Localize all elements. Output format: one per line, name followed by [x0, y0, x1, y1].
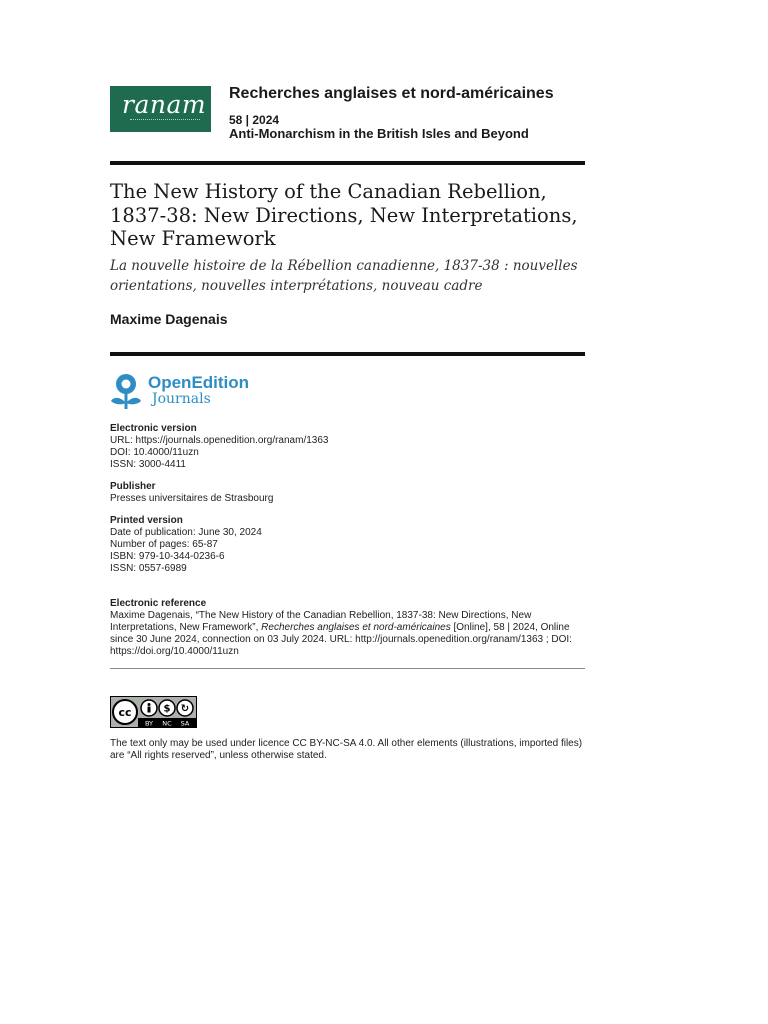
electronic-version-section: [110, 423, 585, 471]
title-divider: [110, 352, 585, 356]
publisher-heading: Publisher: [110, 481, 156, 492]
journal-logo-tagline: [130, 119, 200, 122]
electronic-reference-part2[interactable]: [Online], 58 | 2024, Online since 30 June 2024, connection on 03 July 2024. URL: http://journals.openedition.org/ranam/1363 ; DOI: https://doi.org/10.4000/11uzn: [110, 622, 572, 657]
electronic-reference-text: [110, 610, 585, 658]
article-title: The New History of the Canadian Rebellion, 1837-38: New Directions, New Interpretations, New Framework: [110, 180, 578, 250]
electronic-version-issn: ISSN: 3000-4411: [110, 459, 186, 470]
openedition-flower-icon: [110, 373, 146, 411]
printed-version-heading: Printed version: [110, 515, 183, 526]
cc-badge-by: BY: [144, 719, 154, 727]
openedition-name: OpenEdition: [148, 373, 250, 392]
license-text: The text only may be used under licence CC BY-NC-SA 4.0. All other elements (illustrations, imported files) are “All rights reserved”, unless otherwise stated.: [110, 738, 583, 761]
issue-theme: Anti-Monarchism in the British Isles and Beyond: [229, 126, 529, 141]
publisher-section: [110, 481, 585, 505]
printed-version-date: Date of publication: June 30, 2024: [110, 527, 262, 538]
journal-title[interactable]: Recherches anglaises et nord-américaines: [229, 85, 554, 102]
printed-version-section: [110, 515, 585, 575]
openedition-logo[interactable]: [110, 373, 260, 413]
publisher-name: Presses universitaires de Strasbourg: [110, 493, 274, 504]
nc-dollar-glyph: $: [163, 703, 171, 715]
printed-version-pages: Number of pages: 65-87: [110, 539, 218, 550]
electronic-version-doi[interactable]: DOI: 10.4000/11uzn: [110, 447, 199, 458]
sa-loop-glyph: ↻: [180, 703, 190, 715]
electronic-reference-journal: Recherches anglaises et nord-américaines: [261, 622, 451, 633]
cc-badge-sa: SA: [180, 719, 190, 727]
printed-version-isbn: ISBN: 979-10-344-0236-6: [110, 551, 225, 562]
cc-badge-cc: cc: [118, 706, 132, 719]
electronic-version-url[interactable]: URL: https://journals.openedition.org/ranam/1363: [110, 435, 329, 446]
journal-logo-text: ranam: [122, 90, 207, 119]
cc-badge-nc: NC: [162, 719, 172, 727]
journal-logo[interactable]: [110, 86, 211, 132]
electronic-reference-part1: Maxime Dagenais, “The New History of the Canadian Rebellion, 1837-38: New Directions, New Interpretations, New Framework”,: [110, 610, 532, 633]
printed-version-issn: ISSN: 0557-6989: [110, 563, 187, 574]
cc-license-badge[interactable]: [110, 696, 197, 728]
issue-number: 58 | 2024: [229, 113, 280, 127]
article-subtitle: La nouvelle histoire de la Rébellion canadienne, 1837-38 : nouvelles orientations, nouvelles interprétations, nouveau cadre: [110, 258, 578, 294]
cc-by-nc-sa-icon: [111, 697, 196, 727]
electronic-reference-section: [110, 598, 585, 658]
electronic-version-heading: Electronic version: [110, 423, 197, 434]
license-divider: [110, 668, 585, 669]
openedition-journals: Journals: [152, 391, 211, 407]
journal-header: [110, 84, 585, 144]
header-divider: [110, 161, 585, 165]
electronic-reference-heading: Electronic reference: [110, 598, 207, 609]
article-author: Maxime Dagenais: [110, 311, 228, 327]
